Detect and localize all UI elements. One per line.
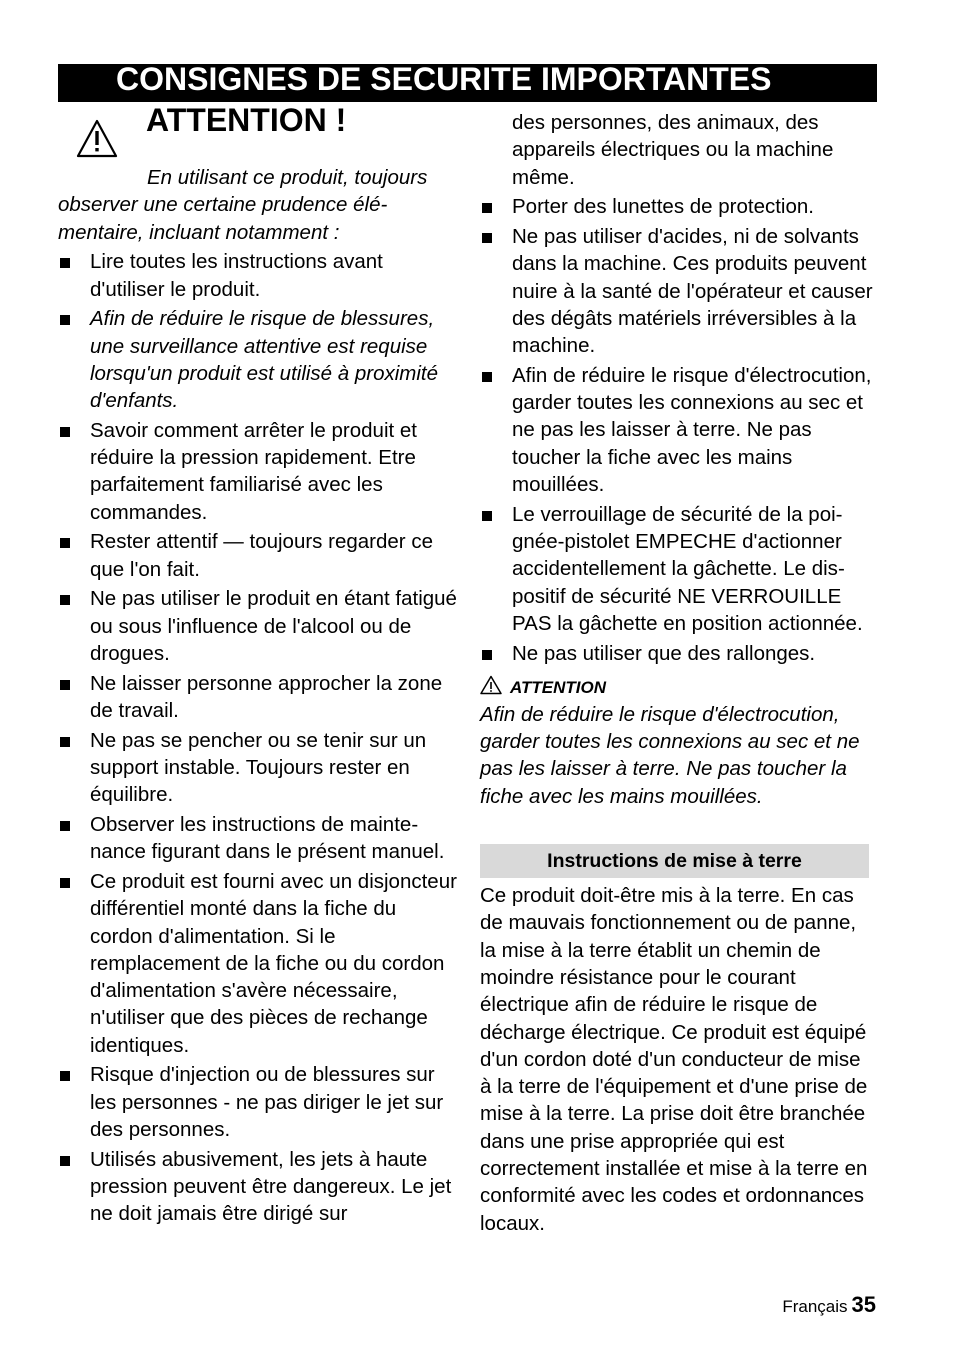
list-item: Ne laisser personne approcher la zone de travail. (58, 670, 458, 725)
list-item: Ne pas se pencher ou se tenir sur un support instable. Toujours rester en équilibre. (58, 727, 458, 809)
safety-list-right (480, 193, 877, 667)
attention-note-title: ATTENTION (510, 677, 607, 697)
grounding-paragraph: Ce produit doit-être mis à la terre. En cas de mauvais fonctionnement ou de panne, la mise à la terre établit un chemin de moindre résistance pour le courant électrique afin de réduire le risque de décharge électrique. Ce produit est équipé d'un cordon doté d'un conducteur de mise à la terre de l'équipement et d'une prise de mise à la terre. La prise doit être branchée dans une prise appropriée qui est correctement installée et mise à la terre en conformité avec les codes et ordonnances locaux. (480, 884, 868, 1235)
list-item: Ne pas utiliser d'acides, ni de solvants dans la machine. Ces produits peuvent nuire à la santé de l'opérateur et causer des dégâts matériels irréversibles à la machine. (480, 223, 877, 359)
list-item: Afin de réduire le risque de blessures, une surveillance attentive est requise lorsqu'un produit est utilisé à proximité d'enfants. (58, 305, 458, 414)
list-item: Ne pas utiliser que des rallonges. (480, 640, 877, 667)
list-item: Ne pas utiliser le produit en étant fatigué ou sous l'influence de l'alcool ou de drogues. (58, 585, 458, 667)
intro-paragraph (58, 164, 458, 246)
attention-heading: ATTENTION ! (146, 102, 347, 138)
list-item: Savoir comment arrêter le produit et réduire la pression rapidement. Etre parfaitement familiarisé avec les commandes. (58, 417, 458, 526)
section-heading: Instructions de mise à terre (480, 844, 869, 878)
attention-note-label (480, 675, 877, 699)
attention-note-text: Afin de réduire le risque d'électrocution, garder toutes les connexions au sec et ne pas les laisser à terre. Ne pas toucher la fiche avec les mains mouillées. (480, 702, 860, 808)
warning-small-icon (480, 675, 504, 695)
continuation-text: des personnes, des animaux, des appareils électriques ou la machine même. (512, 111, 834, 189)
list-item: Rester attentif — toujours regarder ce que l'on fait. (58, 528, 458, 583)
page-header (58, 64, 877, 102)
header-title: CONSIGNES DE SECURITE IMPORTANTES (116, 64, 772, 97)
right-column (480, 109, 877, 1237)
page-number: 35 (851, 1292, 876, 1317)
list-item: Utilisés abusivement, les jets à haute pression peuvent être dangereux. Le jet ne doit jamais être dirigé sur (58, 1146, 458, 1228)
list-item: Porter des lunettes de protection. (480, 193, 877, 220)
footer-language: Français (782, 1297, 848, 1316)
safety-list-left (58, 248, 458, 1227)
page-footer (782, 1292, 876, 1318)
list-item: Lire toutes les instructions avant d'utiliser le produit. (58, 248, 458, 303)
list-item: Afin de réduire le risque d'électrocution, garder toutes les connexions au sec et ne pas les laisser à terre. Ne pas toucher la fiche avec les mains mouillées. (480, 362, 877, 498)
list-item: Le verrouillage de sécurité de la poignée-pistolet EMPECHE d'actionner accidentellement la gâchette. Le dispositif de sécurité NE VERROUILLE PAS la gâchette en position actionnée. (480, 501, 877, 637)
list-item: Risque d'injection ou de blessures sur les personnes - ne pas diriger le jet sur des personnes. (58, 1061, 458, 1143)
list-item: Observer les instructions de maintenance figurant dans le présent manuel. (58, 811, 458, 866)
left-column (58, 104, 458, 1228)
intro-text: En utilisant ce produit, toujours observer une certaine prudence élémentaire, incluant notamment : (58, 166, 428, 244)
list-item: Ce produit est fourni avec un disjoncteur différentiel monté dans la fiche du cordon d'alimentation. Si le remplacement de la fiche ou du cordon d'alimentation s'avère nécessaire, n'utiliser que des pièces de rechange identiques. (58, 868, 458, 1059)
